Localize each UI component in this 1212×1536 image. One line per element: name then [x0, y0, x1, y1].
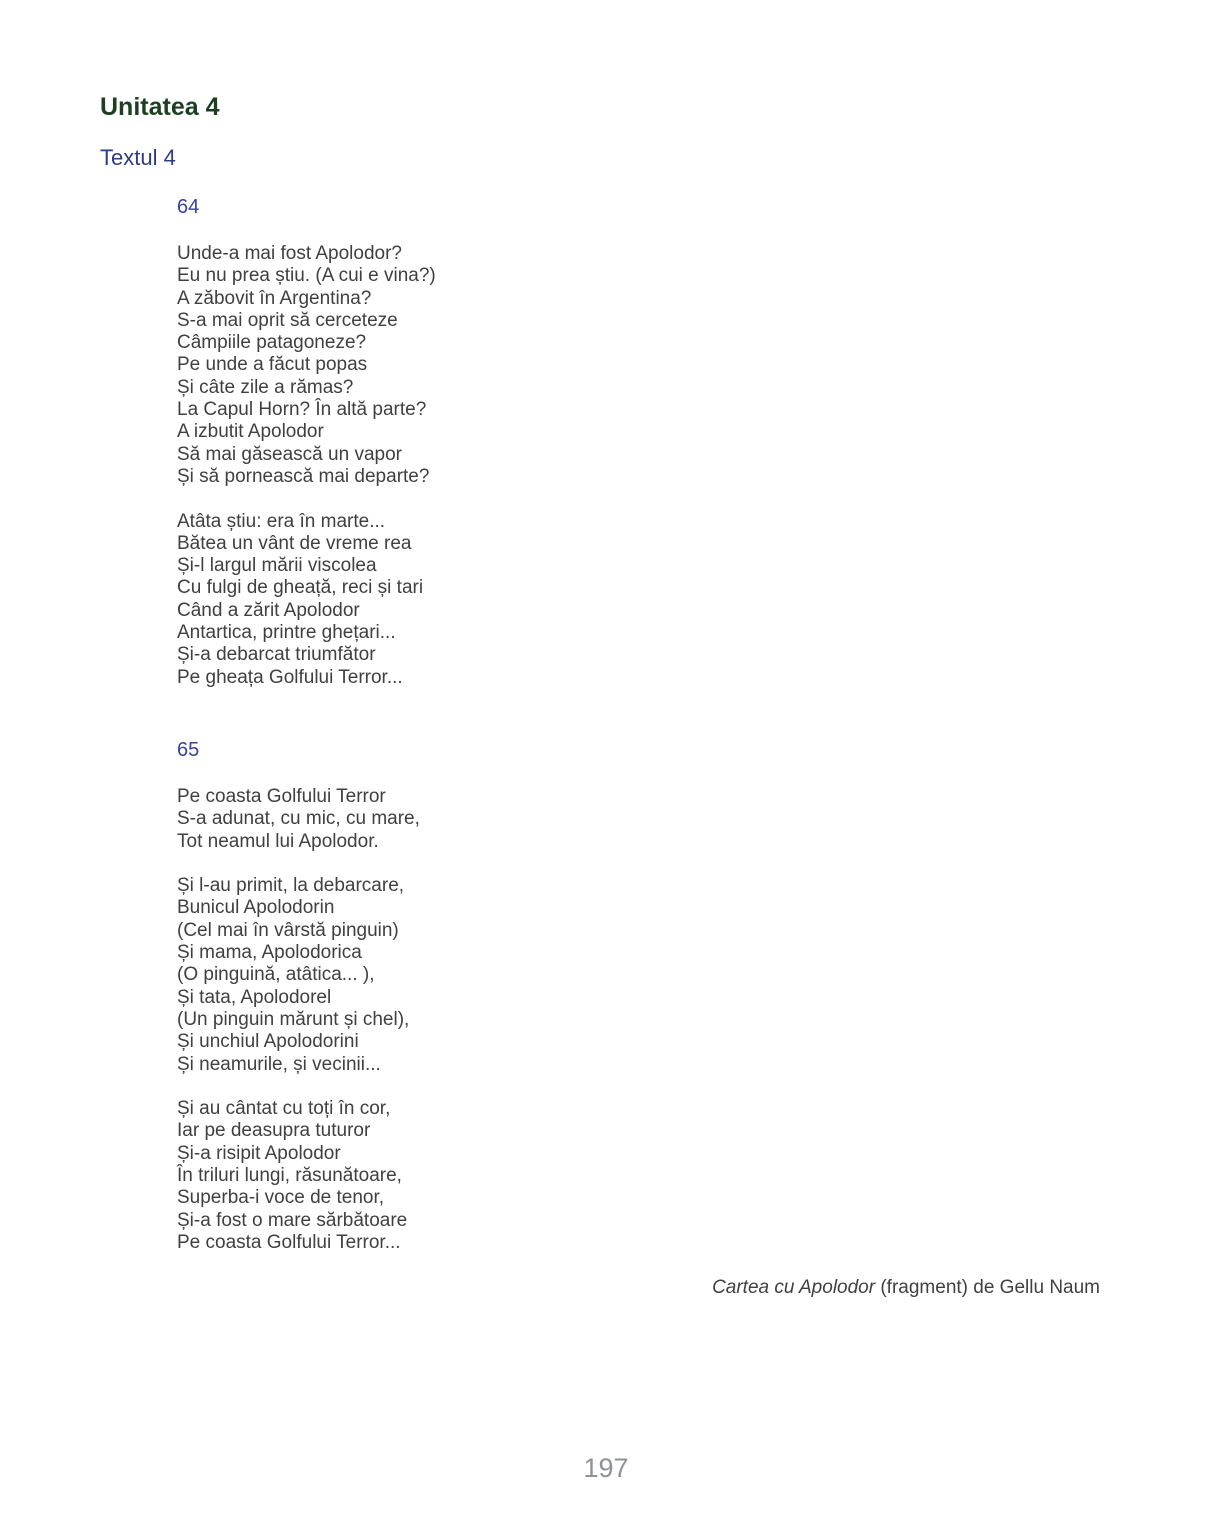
poem-line: Și câte zile a rămas?	[177, 376, 354, 398]
poem-line: Și-a fost o mare sărbătoare	[177, 1209, 408, 1231]
poem-line: Și-a debarcat triumfător	[177, 644, 376, 666]
poem-line: Câmpiile patagoneze?	[177, 332, 367, 354]
poem-line: Superba-i voce de tenor,	[177, 1187, 385, 1209]
poem-line: Eu nu prea știu. (A cui e vina?)	[177, 265, 436, 287]
unit-title: Unitatea 4	[100, 93, 220, 121]
stanza-64-1	[177, 243, 737, 488]
poem-line: Bunicul Apolodorin	[177, 897, 335, 919]
poem-line: Și să pornească mai departe?	[177, 465, 430, 487]
poem-line: Și tata, Apolodorel	[177, 986, 332, 1008]
poem-line: În triluri lungi, răsunătoare,	[177, 1164, 402, 1186]
poem-line: Și-l largul mării viscolea	[177, 555, 377, 577]
poem-line: A izbutit Apolodor	[177, 421, 324, 443]
poem-container	[177, 195, 737, 1254]
poem-line: Bătea un vânt de vreme rea	[177, 532, 412, 554]
poem-line: (O pinguină, atâtica... ),	[177, 964, 375, 986]
poem-line: Și au cântat cu toți în cor,	[177, 1098, 391, 1120]
poem-line: Și neamurile, și vecinii...	[177, 1053, 381, 1075]
poem-line: Și l-au primit, la debarcare,	[177, 875, 405, 897]
page-number: 197	[583, 1453, 629, 1483]
poem-line: Antartica, printre ghețari...	[177, 622, 396, 644]
poem-line: (Cel mai în vârstă pinguin)	[177, 919, 399, 941]
poem-section-64	[177, 195, 737, 689]
poem-section-65	[177, 738, 737, 1254]
poem-line: Și mama, Apolodorica	[177, 942, 362, 964]
poem-line: S-a adunat, cu mic, cu mare,	[177, 808, 420, 830]
poem-line: Pe coasta Golfului Terror	[177, 785, 386, 807]
poem-line: S-a mai oprit să cerceteze	[177, 309, 398, 331]
attribution-author: (fragment) de Gellu Naum	[875, 1277, 1100, 1298]
stanza-65-3	[177, 1098, 737, 1254]
poem-line: Iar pe deasupra tuturor	[177, 1120, 371, 1142]
poem-number-65: 65	[177, 738, 200, 761]
poem-line: Unde-a mai fost Apolodor?	[177, 243, 402, 264]
poem-line: Când a zărit Apolodor	[177, 599, 360, 621]
text-title: Textul 4	[100, 145, 176, 170]
poem-line: Și-a risipit Apolodor	[177, 1142, 341, 1164]
poem-line: A zăbovit în Argentina?	[177, 287, 372, 309]
attribution	[712, 1276, 1100, 1299]
stanza-65-1	[177, 786, 737, 853]
stanza-65-2	[177, 875, 737, 1076]
poem-number-64: 64	[177, 196, 200, 218]
attribution-book-title: Cartea cu Apolodor	[712, 1277, 876, 1298]
poem-line: Tot neamul lui Apolodor.	[177, 830, 379, 852]
poem-line: Atâta știu: era în marte...	[177, 510, 386, 532]
poem-line: Să mai găsească un vapor	[177, 443, 402, 465]
stanza-64-2	[177, 511, 737, 689]
poem-line: Pe coasta Golfului Terror...	[177, 1231, 401, 1253]
poem-line: Pe unde a făcut popas	[177, 354, 368, 376]
poem-line: Cu fulgi de gheață, reci și tari	[177, 577, 424, 599]
poem-line: (Un pinguin mărunt și chel),	[177, 1008, 410, 1030]
poem-line: Pe gheața Golfului Terror...	[177, 666, 403, 688]
poem-line: La Capul Horn? În altă parte?	[177, 399, 427, 421]
poem-line: Și unchiul Apolodorini	[177, 1031, 359, 1053]
